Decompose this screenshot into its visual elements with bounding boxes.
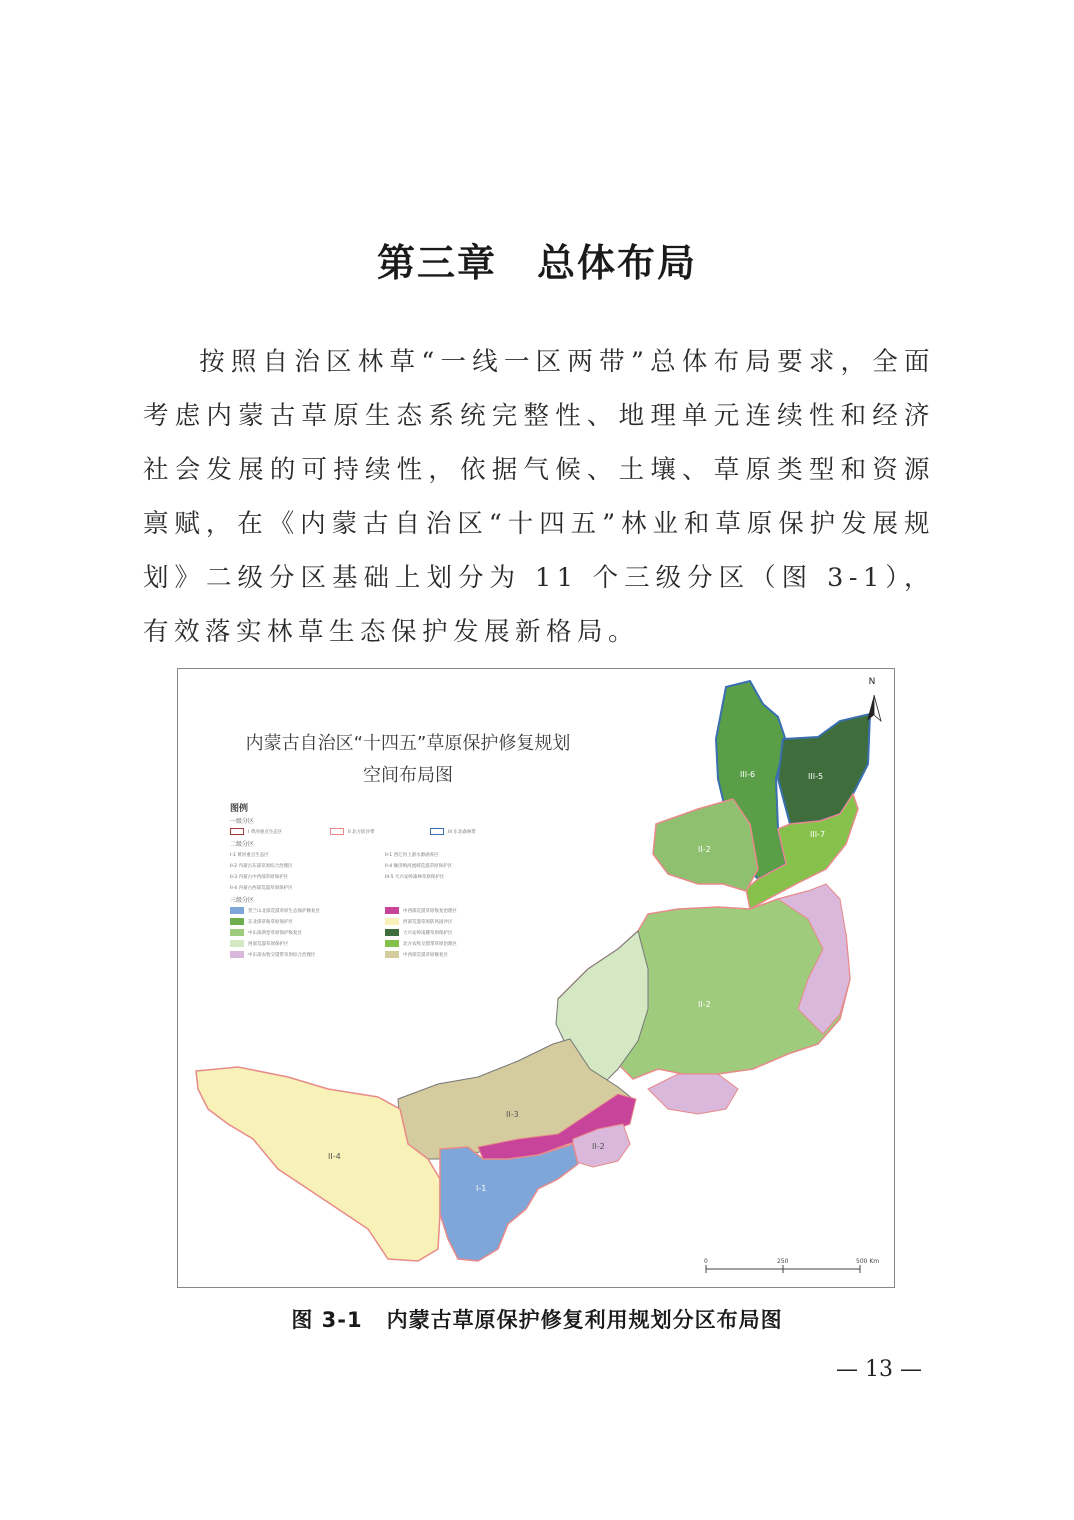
region-label: III-7 bbox=[810, 830, 826, 839]
map-legend bbox=[230, 801, 550, 960]
region-label: I-1 bbox=[476, 1184, 487, 1193]
legend-item: 中西部荒漠草原修复区 bbox=[385, 949, 540, 960]
page-number: — 13 — bbox=[836, 1357, 922, 1382]
legend-item: 中东部农牧交错带草原综合治理区 bbox=[230, 949, 385, 960]
figure-number: 图 3-1 bbox=[291, 1308, 363, 1332]
legend-item: II-2 内蒙古东部草原综合治理区 bbox=[230, 863, 293, 869]
scale-label: 0 bbox=[704, 1258, 708, 1265]
legend-swatch bbox=[230, 951, 244, 958]
legend-item: I-1 黄河重点生态区 bbox=[230, 852, 269, 858]
legend-swatch bbox=[230, 918, 244, 925]
legend-swatch bbox=[385, 907, 399, 914]
legend-level3 bbox=[230, 905, 550, 960]
legend-swatch bbox=[385, 951, 399, 958]
legend-item: II-4 额济纳河流域荒漠草原保护区 bbox=[385, 863, 453, 869]
legend-swatch bbox=[230, 907, 244, 914]
legend-level2 bbox=[230, 849, 550, 893]
legend-heading: 图例 bbox=[230, 804, 249, 814]
figure-caption bbox=[0, 1304, 1074, 1334]
chapter-name: 总体布局 bbox=[537, 241, 698, 285]
region-label: II-4 bbox=[328, 1152, 341, 1161]
legend-item: II-3 内蒙古中西部草原保护区 bbox=[230, 874, 289, 880]
legend-item: II-1 西辽河上游水源涵养区 bbox=[385, 852, 439, 858]
legend-item: 东北部草甸草原保护区 bbox=[230, 916, 385, 927]
legend-item: I 黄河重点生态区 bbox=[230, 826, 330, 837]
region-lilac-south bbox=[648, 1074, 738, 1114]
map-figure bbox=[177, 668, 895, 1288]
legend-item: 西部荒漠草原保护区 bbox=[230, 938, 385, 949]
scale-label: 250 bbox=[777, 1258, 789, 1265]
region-label: II-2 bbox=[698, 845, 711, 854]
north-arrow-icon bbox=[867, 695, 881, 721]
figure-caption-text: 内蒙古草原保护修复利用规划分区布局图 bbox=[386, 1308, 783, 1332]
legend-swatch bbox=[385, 940, 399, 947]
body-paragraph bbox=[143, 335, 935, 659]
legend-level2-heading: 二级分区 bbox=[230, 841, 255, 848]
legend-level1 bbox=[230, 826, 550, 837]
region-label: II-2 bbox=[698, 1000, 711, 1009]
legend-item: 北方农牧交错带草原治理区 bbox=[385, 938, 540, 949]
legend-level1-heading: 一级分区 bbox=[230, 818, 255, 825]
legend-item: III 东北森林带 bbox=[430, 826, 530, 837]
region-i-1 bbox=[440, 1144, 578, 1261]
chapter-title bbox=[0, 232, 1074, 287]
legend-item: 中东部典型草原保护恢复区 bbox=[230, 927, 385, 938]
legend-item: 中西部荒漠草原恢复治理区 bbox=[385, 905, 540, 916]
legend-item: II 北方防沙带 bbox=[330, 826, 430, 837]
scale-label: 500 Km bbox=[856, 1258, 880, 1265]
legend-swatch bbox=[230, 828, 244, 835]
legend-level3-heading: 三级分区 bbox=[230, 897, 255, 904]
chapter-number: 第三章 bbox=[376, 241, 497, 285]
region-label: II-3 bbox=[506, 1110, 519, 1119]
legend-swatch bbox=[330, 828, 344, 835]
legend-swatch bbox=[430, 828, 444, 835]
map-title-line2: 空间布局图 bbox=[363, 765, 453, 786]
region-ii-4 bbox=[196, 1067, 440, 1261]
legend-item: 西部荒漠草原防风固沙区 bbox=[385, 916, 540, 927]
map-title-line1: 内蒙古自治区“十四五”草原保护修复规划 bbox=[245, 733, 571, 754]
legend-swatch bbox=[230, 940, 244, 947]
legend-item: III-5 大兴安岭森林草原保护区 bbox=[385, 874, 445, 880]
scale-bar bbox=[704, 1258, 879, 1273]
legend-item: 大兴安岭南麓草原保护区 bbox=[385, 927, 540, 938]
region-label: III-5 bbox=[808, 772, 824, 781]
legend-swatch bbox=[230, 929, 244, 936]
legend-swatch bbox=[385, 918, 399, 925]
legend-item: II-4 内蒙古西部荒漠草原保护区 bbox=[230, 885, 293, 891]
legend-swatch bbox=[385, 929, 399, 936]
north-label: N bbox=[868, 677, 876, 687]
legend-item: 贺兰山北部荒漠草原生态保护修复区 bbox=[230, 905, 385, 916]
region-label: III-6 bbox=[740, 770, 756, 779]
paragraph-text: 按照自治区林草“一线一区两带”总体布局要求，全面考虑内蒙古草原生态系统完整性、地理单元连续性和经济社会发展的可持续性，依据气候、土壤、草原类型和资源禀赋，在《内蒙古自治区“十四五”林业和草原保护发展规划》二级分区基础上划分为 11 个三级分区（图 3-1），有效落实林草生态保护发展新格局。 bbox=[143, 347, 935, 647]
region-label: II-2 bbox=[592, 1142, 605, 1151]
